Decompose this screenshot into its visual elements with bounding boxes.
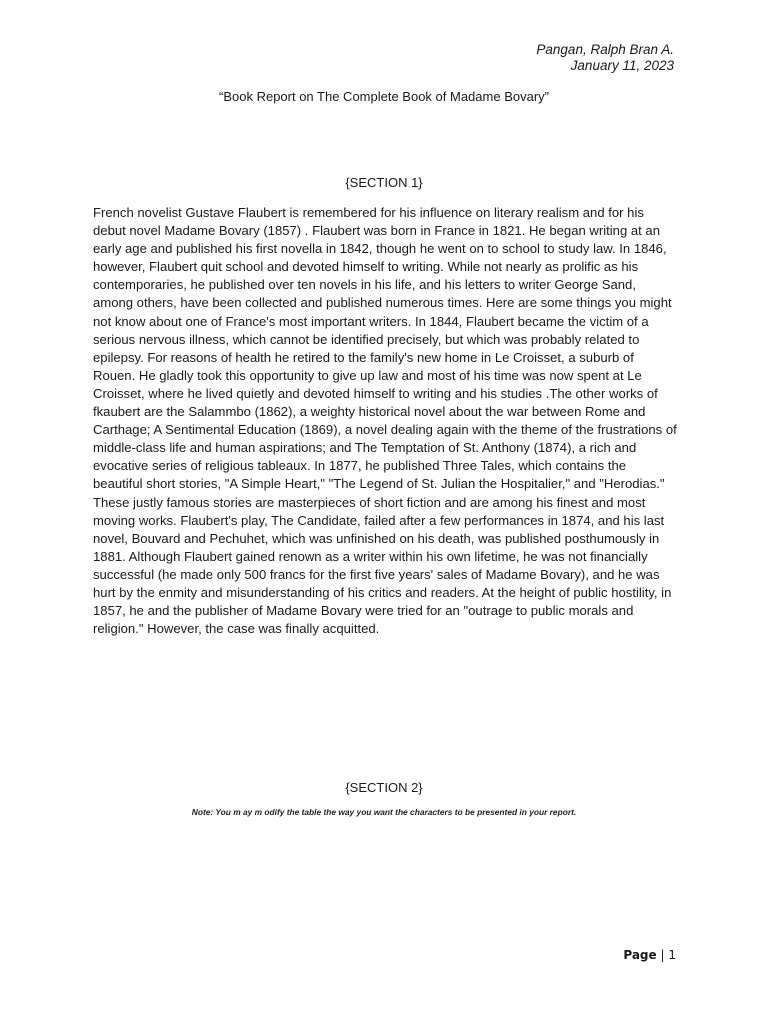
page-separator: |: [660, 948, 665, 962]
author-name: Pangan, Ralph Bran A.: [536, 42, 674, 57]
document-title: “Book Report on The Complete Book of Madame Bovary”: [219, 89, 549, 104]
page-label: Page: [623, 948, 657, 962]
page-footer: [623, 948, 676, 963]
section-1-heading: {SECTION 1}: [345, 175, 423, 190]
header-block: [536, 42, 674, 74]
page-number: 1: [668, 948, 676, 962]
report-date: January 11, 2023: [570, 58, 674, 73]
section-2-note: Note: You m ay m odify the table the way you want the characters to be presented in your report.: [191, 807, 577, 817]
section-1-paragraph: French novelist Gustave Flaubert is remembered for his influence on literary realism and for his debut novel Madame Bovary (1857) . Flaubert was born in France in 1821. He began writing at an early age and published his first novella in 1842, though he went on to school to study law. In 1846, however, Flaubert quit school and devoted himself to writing. While not nearly as prolific as his contemporaries, he published over ten novels in his life, and his letters to writer George Sand, among others, have been collected and published numerous times. Here are some things you might not know about one of France's most important writers. In 1844, Flaubert became the victim of a serious nervous illness, which cannot be identified precisely, but which was probably related to epilepsy. For reasons of health he retired to the family's new home in Le Croisset, a suburb of Rouen. He gladly took this opportunity to give up law and most of his time was now spent at Le Croisset, where he lived quietly and devoted himself to writing and his studies .The other works of fkaubert are the Salammbo (1862), a weighty historical novel about the war between Rome and Carthage; A Sentimental Education (1869), a novel dealing again with the theme of the frustrations of middle-class life and human aspirations; and The Temptation of St. Anthony (1874), a rich and evocative series of religious tableaux. In 1877, he published Three Tales, which contains the beautiful short stories, "A Simple Heart," "The Legend of St. Julian the Hospitalier," and "Herodias." These justly famous stories are masterpieces of short fiction and are among his finest and most moving works. Flaubert's play, The Candidate, failed after a few performances in 1874, and his last novel, Bouvard and Pechuhet, which was unfinished on his death, was published posthumously in 1881. Although Flaubert gained renown as a writer within his own lifetime, he was not financially successful (he made only 500 francs for the first five years' sales of Madame Bovary), and he was hurt by the enmity and misunderstanding of his critics and readers. At the height of public hostility, in 1857, he and the publisher of Madame Bovary were tried for an "outrage to public morals and religion." However, the case was finally acquitted.: [93, 205, 677, 637]
section-2-heading: {SECTION 2}: [345, 780, 423, 795]
